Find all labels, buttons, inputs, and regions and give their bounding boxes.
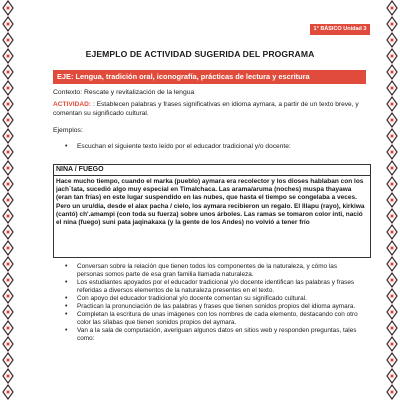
diamond-core bbox=[7, 231, 10, 234]
diamond-core bbox=[391, 87, 394, 90]
context-line: Contexto: Rescate y revitalización de la lengua bbox=[53, 89, 195, 96]
diamond-core bbox=[391, 231, 394, 234]
bullet-icon: • bbox=[65, 311, 68, 318]
story-text: Hace mucho tiempo, cuando el marka (pueblo) aymara era recolector y los dioses hablaban con los jach´tata, sucedió algo muy especial en Timalchaca. Las arama/aruma (noches) muspa thayawa (eran tan frías) en este lugar suspendido en las nubes, que hasta el tiempo se congelaba a veces. Pero un uru/día, desde el alax pacha / cielo, los aymara recibieron un regalo. El Illapu (rayo), kirkiwa (cantó) ch'.amampi (con toda su fuerza) sobre unos árboles. Las ramas se tomaron color inti, nació el nina (fuego) suni pata jaqinakaxa (y la gente de los Andes) no volvió a tener frío bbox=[56, 178, 365, 227]
diamond-core bbox=[7, 279, 10, 282]
diamond-core bbox=[7, 87, 10, 90]
andean-pattern-icon bbox=[2, 0, 14, 400]
step-text: Conversan sobre la relación que tienen todos los componentes de la naturaleza, y cómo las personas somos parte de esa gran familia llamada naturaleza. bbox=[77, 263, 338, 278]
step-text: Practican la pronunciación de las palabras y frases que tienen sonidos propios del idioma aymara. bbox=[77, 303, 356, 310]
listen-instruction: Escuchan el siguiente texto leído por el educador tradicional y/o docente: bbox=[77, 143, 291, 150]
bullet-icon: • bbox=[65, 143, 68, 150]
step-text: Completan la escritura de unas imágenes con los nombres de cada elemento, destacando con otro color las sílabas que tienen sonidos propios del aymara. bbox=[77, 311, 358, 326]
list-item bbox=[65, 311, 361, 327]
eje-banner: EJE: Lengua, tradición oral, iconografía, prácticas de lectura y escritura bbox=[53, 70, 366, 84]
decorative-border-left bbox=[2, 0, 14, 400]
list-item bbox=[65, 295, 361, 303]
step-text: Van a la sala de computación, averiguan algunos datos en sitios web y responden preguntas, tales como: bbox=[77, 327, 357, 342]
diamond-core bbox=[7, 215, 10, 218]
diamond-core bbox=[7, 119, 10, 122]
diamond-core bbox=[391, 215, 394, 218]
diamond-core bbox=[7, 23, 10, 26]
diamond-core bbox=[391, 263, 394, 266]
step-text: Los estudiantes apoyados por el educador tradicional y/o docente identifican las palabras y frases referidas a diversos elementos de la naturaleza presentes en el texto. bbox=[77, 279, 355, 294]
diamond-core bbox=[391, 55, 394, 58]
diamond-core bbox=[7, 39, 10, 42]
bullet-icon: • bbox=[65, 295, 68, 302]
diamond-core bbox=[391, 311, 394, 314]
andean-pattern-icon bbox=[386, 0, 398, 400]
diamond-core bbox=[7, 151, 10, 154]
diamond-core bbox=[391, 39, 394, 42]
list-item bbox=[65, 279, 361, 295]
list-item bbox=[65, 143, 365, 151]
page-title: EJEMPLO DE ACTIVIDAD SUGERIDA DEL PROGRAMA bbox=[85, 49, 315, 59]
diamond-core bbox=[391, 135, 394, 138]
diamond-core bbox=[7, 7, 10, 10]
list-item bbox=[65, 263, 361, 279]
diamond-core bbox=[7, 71, 10, 74]
diamond-core bbox=[7, 359, 10, 362]
diamond-core bbox=[391, 151, 394, 154]
diamond-core bbox=[7, 391, 10, 394]
list-item bbox=[65, 327, 361, 343]
diamond-core bbox=[7, 55, 10, 58]
diamond-core bbox=[7, 327, 10, 330]
diamond-core bbox=[391, 279, 394, 282]
diamond-core bbox=[391, 247, 394, 250]
diamond-core bbox=[391, 327, 394, 330]
diamond-core bbox=[7, 375, 10, 378]
story-box bbox=[53, 164, 371, 258]
diamond-core bbox=[7, 311, 10, 314]
diamond-core bbox=[7, 183, 10, 186]
activity-label: ACTIVIDAD: bbox=[53, 101, 92, 108]
diamond-core bbox=[391, 343, 394, 346]
diamond-core bbox=[391, 7, 394, 10]
diamond-core bbox=[7, 263, 10, 266]
examples-label: Ejemplos: bbox=[53, 127, 83, 134]
activity-description bbox=[53, 101, 371, 118]
bullet-icon: • bbox=[65, 263, 68, 270]
diamond-core bbox=[391, 23, 394, 26]
diamond-core bbox=[391, 375, 394, 378]
diamond-core bbox=[391, 71, 394, 74]
bullet-icon: • bbox=[65, 279, 68, 286]
diamond-core bbox=[391, 295, 394, 298]
diamond-core bbox=[7, 135, 10, 138]
diamond-core bbox=[391, 167, 394, 170]
diamond-core bbox=[391, 391, 394, 394]
diamond-core bbox=[391, 199, 394, 202]
diamond-core bbox=[7, 167, 10, 170]
bullet-icon: • bbox=[65, 327, 68, 334]
step-text: Con apoyo del educador tradicional y/o docente comentan su significado cultural. bbox=[77, 295, 307, 302]
grade-unit-badge: 1° BÁSICO Unidad 3 bbox=[310, 24, 370, 35]
story-heading: NINA / FUEGO bbox=[54, 165, 370, 176]
diamond-core bbox=[7, 103, 10, 106]
list-item bbox=[65, 303, 361, 311]
activity-text: : Establecen palabras y frases significativas en idioma aymara, a partir de un texto breve, y comentan su significado cultural. bbox=[53, 101, 359, 117]
diamond-core bbox=[391, 103, 394, 106]
diamond-core bbox=[391, 359, 394, 362]
diamond-core bbox=[7, 295, 10, 298]
bullet-icon: • bbox=[65, 303, 68, 310]
activity-steps-list bbox=[65, 263, 361, 343]
diamond-core bbox=[7, 343, 10, 346]
diamond-core bbox=[391, 119, 394, 122]
diamond-core bbox=[7, 199, 10, 202]
diamond-core bbox=[7, 247, 10, 250]
diamond-core bbox=[391, 183, 394, 186]
decorative-border-right bbox=[386, 0, 398, 400]
